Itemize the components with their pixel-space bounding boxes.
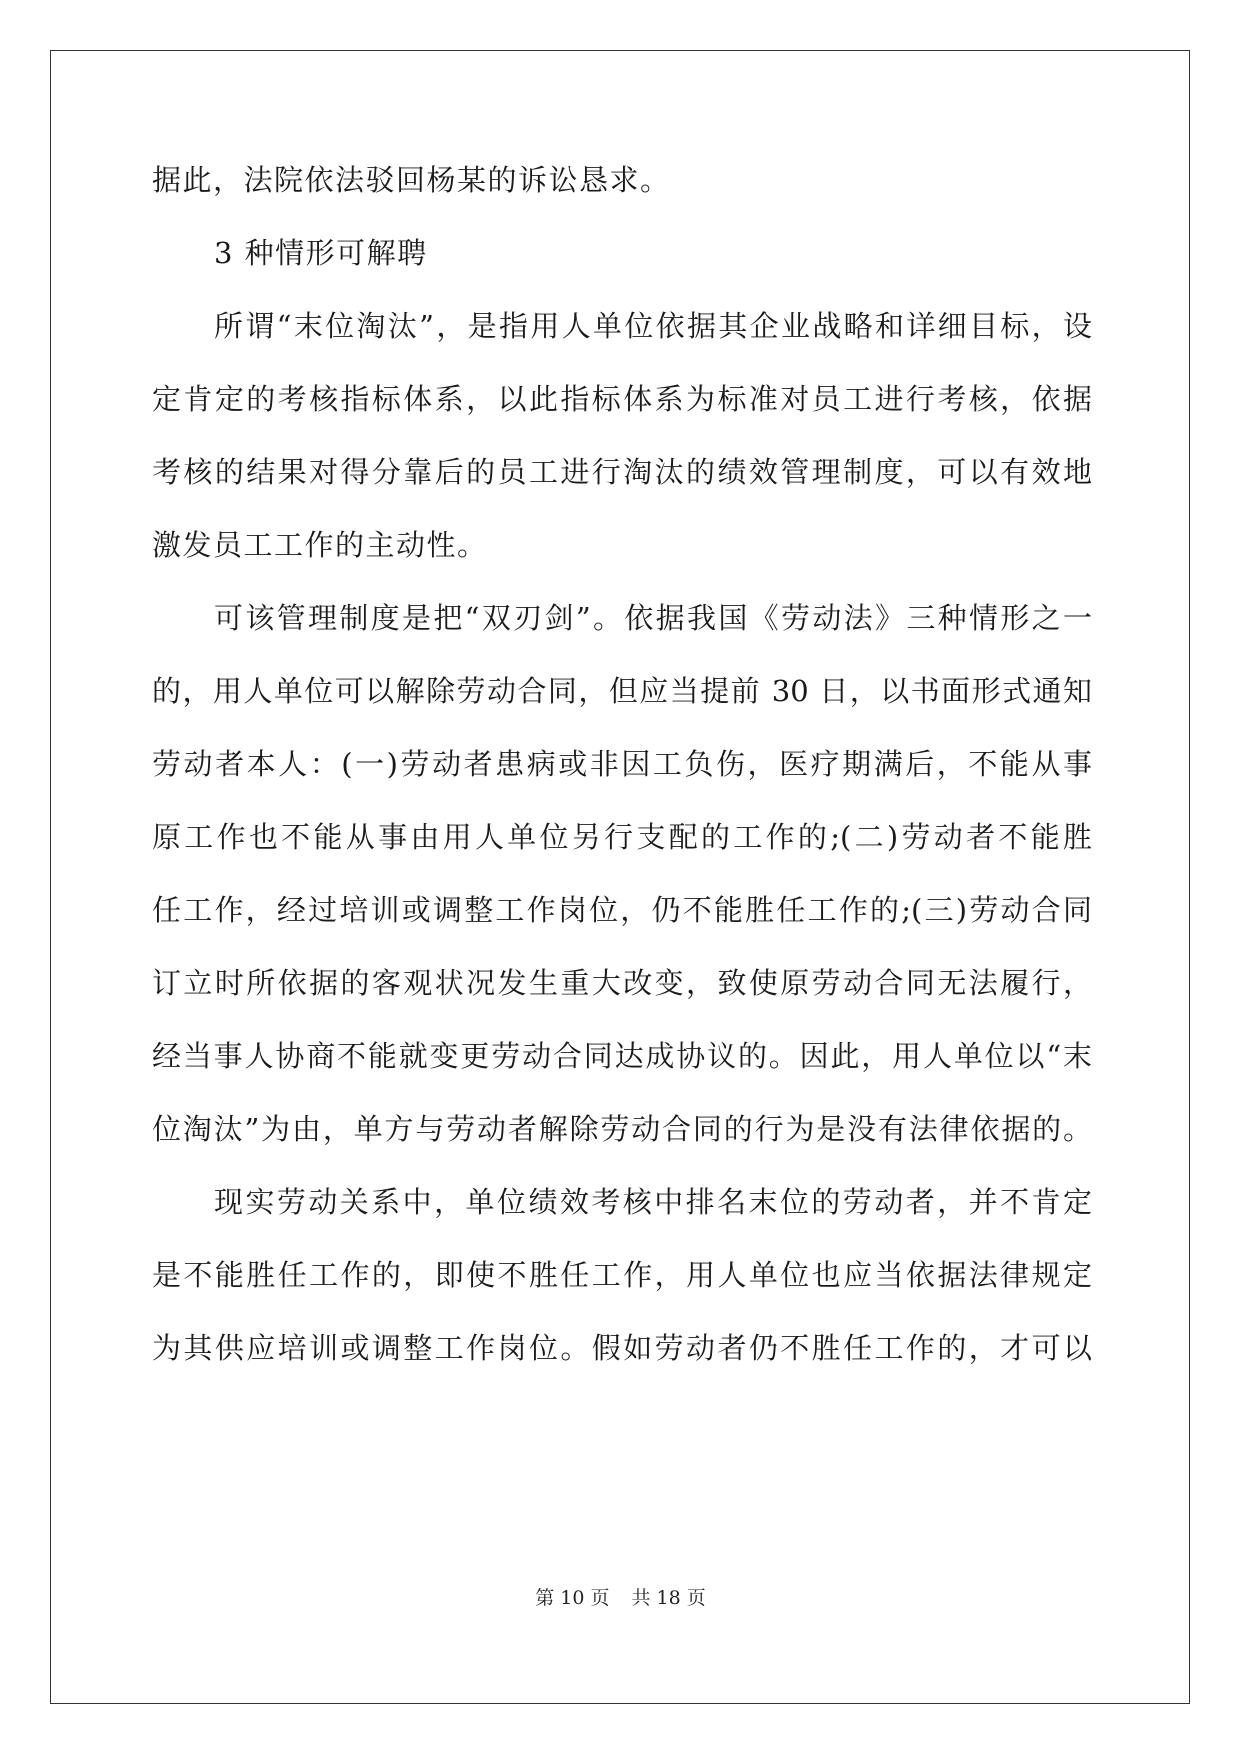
text-line: 激发员工工作的主动性。 bbox=[152, 528, 488, 562]
text-line: 现实劳动关系中，单位绩效考核中排名末位的劳动者，并不肯定 bbox=[214, 1185, 1092, 1219]
text-line: 劳动者本人：(一)劳动者患病或非因工负伤，医疗期满后，不能从事 bbox=[152, 747, 1092, 781]
text-line: 位淘汰”为由，单方与劳动者解除劳动合同的行为是没有法律依据的。 bbox=[152, 1112, 1092, 1146]
text-line: 所谓“末位淘汰”，是指用人单位依据其企业战略和详细目标，设 bbox=[214, 309, 1092, 343]
text-line: 为其供应培训或调整工作岗位。假如劳动者仍不胜任工作的，才可以 bbox=[152, 1331, 1092, 1365]
text-line: 考核的结果对得分靠后的员工进行淘汰的绩效管理制度，可以有效地 bbox=[152, 455, 1092, 489]
text-line: 任工作，经过培训或调整工作岗位，仍不能胜任工作的;(三)劳动合同 bbox=[152, 893, 1092, 927]
text-line: 可该管理制度是把“双刃剑”。依据我国《劳动法》三种情形之一 bbox=[214, 601, 1092, 635]
text-line: 原工作也不能从事由用人单位另行支配的工作的;(二)劳动者不能胜 bbox=[152, 820, 1092, 854]
page-footer bbox=[0, 1586, 1241, 1610]
page-border bbox=[50, 50, 1190, 1704]
page-total: 共 18 页 bbox=[631, 1587, 706, 1609]
text-line: 是不能胜任工作的，即使不胜任工作，用人单位也应当依据法律规定 bbox=[152, 1258, 1092, 1292]
text-line: 的，用人单位可以解除劳动合同，但应当提前 30 日，以书面形式通知 bbox=[152, 674, 1092, 708]
text-line: 据此，法院依法驳回杨某的诉讼恳求。 bbox=[152, 163, 671, 197]
page-number: 第 10 页 bbox=[535, 1587, 610, 1609]
text-line: 经当事人协商不能就变更劳动合同达成协议的。因此，用人单位以“末 bbox=[152, 1039, 1092, 1073]
text-line: 定肯定的考核指标体系，以此指标体系为标准对员工进行考核，依据 bbox=[152, 382, 1092, 416]
text-line: 订立时所依据的客观状况发生重大改变，致使原劳动合同无法履行， bbox=[152, 966, 1092, 1000]
section-heading: 3 种情形可解聘 bbox=[214, 236, 428, 270]
